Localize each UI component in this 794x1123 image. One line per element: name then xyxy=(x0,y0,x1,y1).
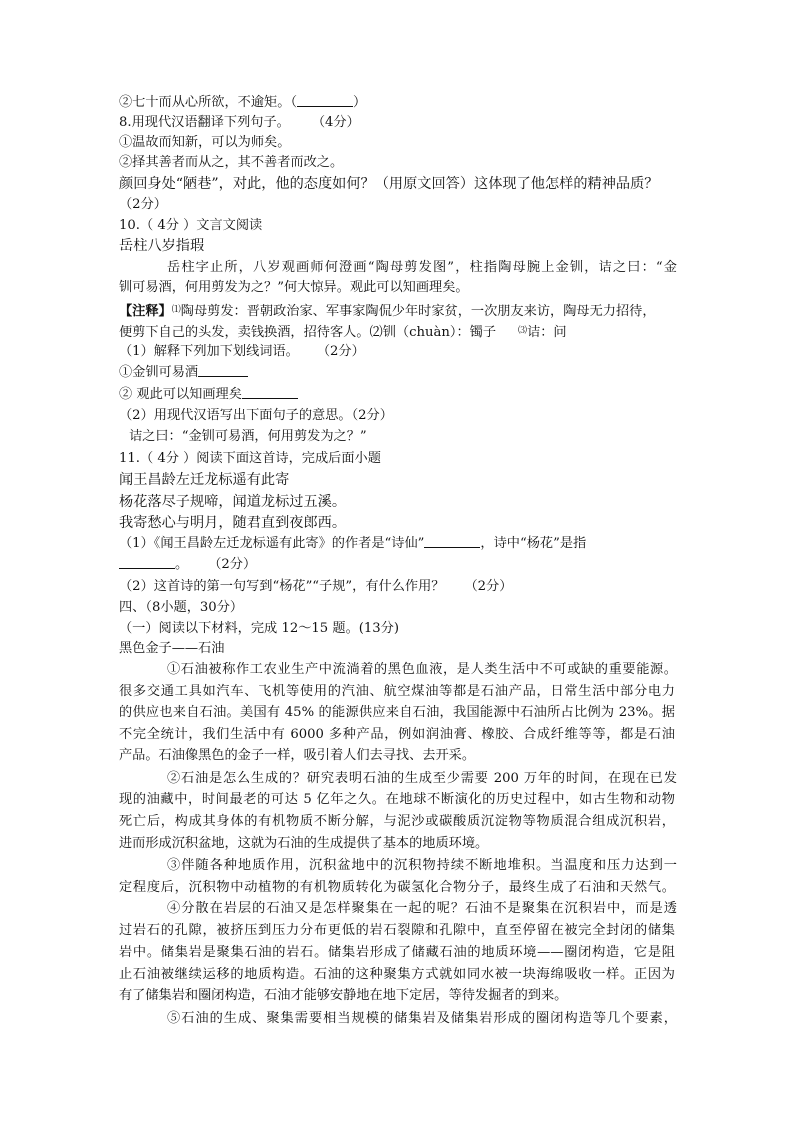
article-line: 进而形成沉积盆地，这就为石油的生成提供了基本的地质环境。 xyxy=(119,836,489,851)
score: （2分） xyxy=(464,579,513,594)
text: （1）《闻王昌龄左迁龙标遥有此寄》的作者是“诗仙” xyxy=(119,536,425,551)
text: ②七十而从心所欲，不逾矩。（ xyxy=(119,95,298,110)
subsection-heading: （一）阅读以下材料，完成 12～15 题。(13分) xyxy=(119,621,400,636)
question-10-2: （2）用现代汉语写出下面句子的意思。（2分） xyxy=(119,408,393,423)
score: （2分） xyxy=(208,557,257,572)
question-8 xyxy=(119,113,360,133)
note-mark: ⑶ xyxy=(518,326,528,336)
passage-line: 岳柱字止所，八岁观画师何澄画“陶母剪发图”，柱指陶母腕上金钏，诘之曰：“金 xyxy=(167,260,677,275)
answer-blank[interactable] xyxy=(297,93,353,107)
question-11-2 xyxy=(119,577,512,597)
annotation-label: 【注释】 xyxy=(119,304,172,319)
article-line: ④分散在岩层的石油又是怎样聚集在一起的呢？石油不是聚集在沉积岩中，而是透 xyxy=(167,901,677,916)
article-line: 定程度后，沉积物中动植物的有机物质转化为碳氢化合物分子，最终生成了石油和天然气。 xyxy=(119,880,675,895)
passage-line: 钏可易酒，何用剪发为之？”何大惊异。观此可以知画理矣。 xyxy=(119,280,469,295)
article-line: 不完全统计，我们生活中有 6000 多种产品，例如润油膏、橡胶、合成纤维等等，都是石油 xyxy=(119,727,675,742)
article-line: 岩中。储集岩是聚集石油的岩石。储集岩形成了储藏石油的地质环境——圈闭构造，它是阻 xyxy=(119,945,675,960)
text: ② 观此可以知画理矣 xyxy=(119,387,242,402)
question-10-2-sentence: 诘之曰：“金钏可易酒，何用剪发为之？” xyxy=(129,429,367,444)
text: ，诗中“杨花”是指 xyxy=(480,536,587,551)
article-line: 过岩石的孔隙，被挤压到压力分布更低的岩石裂隙和孔隙中，直至停留在被完全封闭的储集 xyxy=(119,923,675,938)
question-10-1-a xyxy=(119,363,248,383)
annotation xyxy=(119,321,567,343)
score: （4分） xyxy=(311,115,360,130)
article-line: 的供应也来自石油。美国有 45% 的能源供应来自石油，我国能源中石油所占比例为 23%。据 xyxy=(119,705,675,720)
article-line: 有了储集岩和圈闭构造，石油才能够安静地在地下定居，等待发掘者的到来。 xyxy=(119,988,568,1003)
text: （1）解释下列加下划线词语。 xyxy=(119,344,299,359)
question-8-item-1: ①温故而知新，可以为师矣。 xyxy=(119,135,291,150)
poem-line: 我寄愁心与明月，随君直到夜郎西。 xyxy=(119,515,347,531)
text: ） xyxy=(353,95,367,110)
question-11-1-cont xyxy=(119,555,256,575)
score: （2分） xyxy=(316,344,365,359)
answer-blank[interactable] xyxy=(424,534,480,548)
text: 便剪下自己的头发，卖钱换酒，招待客人。⑵钏（chuàn）：镯子 xyxy=(119,325,497,340)
passage-title: 岳柱八岁指瑕 xyxy=(119,238,205,254)
question-9: 颜回身处“陋巷”，对此，他的态度如何？（用原文回答）这体现了他怎样的精神品质？ xyxy=(119,176,659,192)
text: （2）这首诗的第一句写到“杨花”“子规”，有什么作用？ xyxy=(119,579,445,594)
answer-blank[interactable] xyxy=(119,555,175,569)
question-11-1 xyxy=(119,534,586,554)
poem-line: 杨花落尽子规啼，闻道龙标过五溪。 xyxy=(119,494,347,510)
annotation xyxy=(119,300,656,322)
article-line: ③伴随各种地质作用，沉积盆地中的沉积物持续不断地堆积。当温度和压力达到一 xyxy=(167,858,677,873)
text: ①金钏可易酒 xyxy=(119,365,199,380)
question-8-item-2: ②择其善者而从之，其不善者而改之。 xyxy=(119,155,344,170)
poem-title: 闻王昌龄左迁龙标遥有此寄 xyxy=(119,472,290,488)
article-line: ②石油是怎么生成的？研究表明石油的生成至少需要 200 万年的时间，在现在已发 xyxy=(167,771,677,786)
text: 诘：问 xyxy=(527,325,567,340)
article-line: ①石油被称作工农业生产中流淌着的黑色血液，是人类生活中不可或缺的重要能源。 xyxy=(167,662,677,677)
question-11: 11.（ 4分 ）阅读下面这首诗，完成后面小题 xyxy=(119,451,381,466)
question-text: 8.用现代汉语翻译下列句子。 xyxy=(119,115,290,130)
article-line: 死亡后，构成其身体的有机物质不断分解，与泥沙或碳酸质沉淀物等物质混合组成沉积岩， xyxy=(119,814,675,829)
article-line: 止石油被继续运移的地质构造。石油的这种聚集方式就如同水被一块海绵吸收一样。正因为 xyxy=(119,967,675,982)
article-line: ⑤石油的生成、聚集需要相当规模的储集岩及储集岩形成的圈闭构造等几个要素， xyxy=(167,1011,677,1026)
question-10: 10.（ 4分 ）文言文阅读 xyxy=(119,218,263,233)
article-line: 现的油藏中，时间最老的可达 5 亿年之久。在地球不断演化的历史过程中，如古生物和动物 xyxy=(119,792,675,807)
article-line: 产品。石油像黑色的金子一样，吸引着人们去寻找、去开采。 xyxy=(119,748,476,763)
section-heading: 四、（8小题，30分） xyxy=(119,600,244,615)
question-10-1-b xyxy=(119,385,298,405)
note-mark: ⑴ xyxy=(171,305,181,315)
article-title: 黑色金子——石油 xyxy=(119,641,225,656)
question-9-score: （2分） xyxy=(119,197,167,212)
answer-blank[interactable] xyxy=(198,363,248,377)
question-10-1 xyxy=(119,342,365,362)
text: 。 xyxy=(175,557,189,572)
question-7-item-2 xyxy=(119,93,366,113)
answer-blank[interactable] xyxy=(242,385,298,399)
article-line: 很多交通工具如汽车、飞机等使用的汽油、航空煤油等都是石油产品，日常生活中部分电力 xyxy=(119,684,675,699)
text: 陶母剪发：晋朝政治家、军事家陶侃少年时家贫，一次朋友来访，陶母无力招待， xyxy=(180,304,656,319)
